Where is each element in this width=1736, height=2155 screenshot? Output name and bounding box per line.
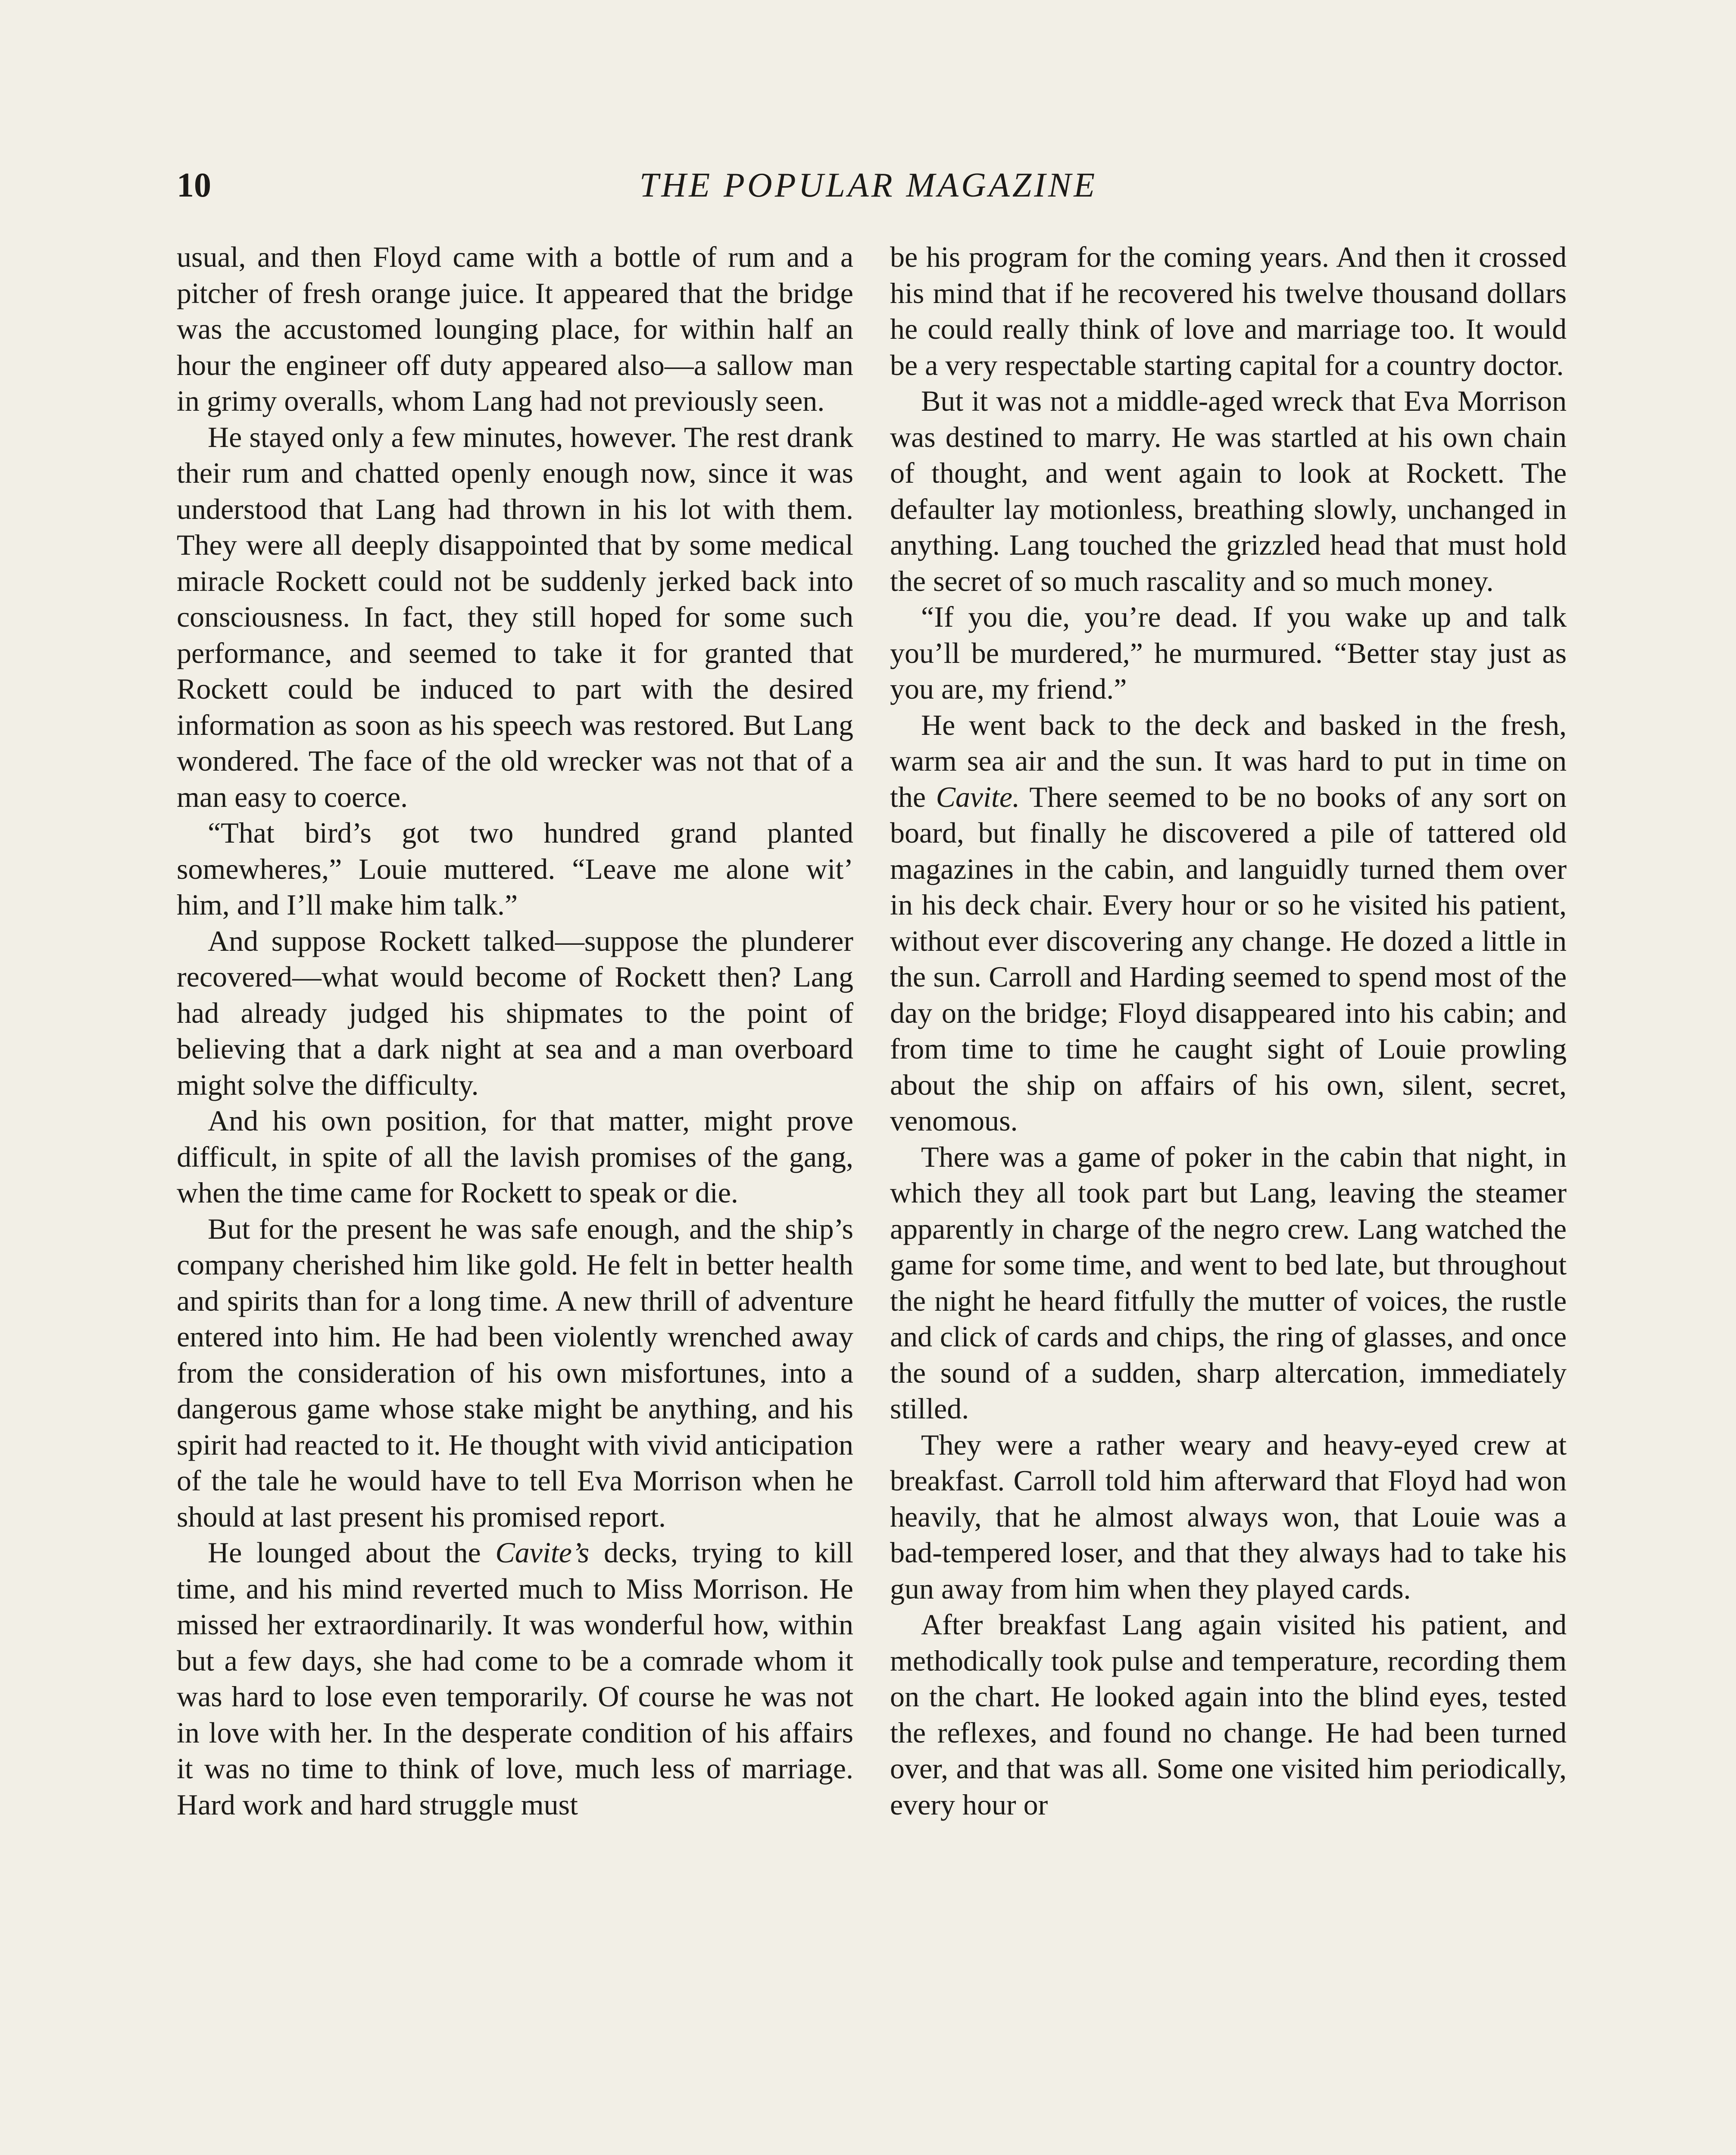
- paragraph-text: There seemed to be no books of any sort on board, but finally he discovered a pile of tattered old magazines in the cabin, and languidly turned them over in his deck chair. Every hour or so he visited his patient, without ever discovering any change. He dozed a little in the sun. Carroll and Harding seemed to spend most of the day on the bridge; Floyd disappeared into his cabin; and from time to time he caught sight of Louie prowling about the ship on affairs of his own, silent, secret, venomous.: [890, 780, 1567, 1137]
- ship-name: Cavite’s: [495, 1536, 590, 1569]
- left-column: [177, 239, 853, 1823]
- paragraph: usual, and then Floyd came with a bottle of rum and a pitcher of fresh orange juice. It appeared that the bridge was the accustomed lounging place, for within half an hour the engineer off duty appeared also—a sallow man in grimy overalls, whom Lang had not previously seen.: [177, 240, 853, 417]
- paragraph-text: He lounged about the: [208, 1536, 496, 1569]
- paragraph: And suppose Rockett talked—suppose the plunderer recovered—what would become of Rockett then? Lang had already judged his shipmates to the point of believing that a dark night at sea and a man overboard might solve the difficulty.: [177, 924, 853, 1101]
- paragraph: [177, 1535, 853, 1823]
- paragraph: “If you die, you’re dead. If you wake up and talk you’ll be murdered,” he murmured. “Better stay just as you are, my friend.”: [890, 600, 1567, 705]
- paragraph: They were a rather weary and heavy-eyed crew at breakfast. Carroll told him afterward that Floyd had won heavily, that he almost always won, that Louie was a bad-tempered loser, and that they always had to take his gun away from him when they played cards.: [890, 1428, 1567, 1605]
- ship-name: Cavite.: [936, 780, 1020, 813]
- right-column: [890, 239, 1567, 1823]
- paragraph: “That bird’s got two hundred grand planted somewheres,” Louie muttered. “Leave me alone wit’ him, and I’ll make him talk.”: [177, 816, 853, 921]
- paragraph: He stayed only a few minutes, however. The rest drank their rum and chatted openly enough now, since it was understood that Lang had thrown in his lot with them. They were all deeply disappointed that by some medical miracle Rockett could not be suddenly jerked back into consciousness. In fact, they still hoped for some such performance, and seemed to take it for granted that Rockett could be induced to part with the desired information as soon as his speech was restored. But Lang wondered. The face of the old wrecker was not that of a man easy to coerce.: [177, 420, 853, 813]
- running-title: THE POPULAR MAGAZINE: [639, 166, 1098, 204]
- paragraph: But it was not a middle-aged wreck that Eva Morrison was destined to marry. He was startled at his own chain of thought, and went again to look at Rockett. The defaulter lay motionless, breathing slowly, unchanged in anything. Lang touched the grizzled head that must hold the secret of so much rascality and so much money.: [890, 384, 1567, 597]
- paragraph: And his own position, for that matter, might prove difficult, in spite of all the lavish promises of the gang, when the time came for Rockett to speak or die.: [177, 1104, 853, 1209]
- paragraph: But for the present he was safe enough, and the ship’s company cherished him like gold. He felt in better health and spirits than for a long time. A new thrill of adventure entered into him. He had been violently wrenched away from the consideration of his own misfortunes, into a dangerous game whose stake might be anything, and his spirit had reacted to it. He thought with vivid anticipation of the tale he would have to tell Eva Morrison when he should at last present his promised report.: [177, 1212, 853, 1533]
- paragraph-text: He went back to the deck and basked in the fresh, warm sea air and the sun. It was hard to put in time on the: [890, 708, 1567, 813]
- paragraph: be his program for the coming years. And then it crossed his mind that if he recovered his twelve thousand dollars he could really think of love and marriage too. It would be a very respectable starting capital for a country doctor.: [890, 240, 1567, 381]
- paragraph: After breakfast Lang again visited his patient, and methodically took pulse and temperature, recording them on the chart. He looked again into the blind eyes, tested the reflexes, and found no change. He had been turned over, and that was all. Some one visited him periodically, every hour or: [890, 1608, 1567, 1821]
- paragraph: There was a game of poker in the cabin that night, in which they all took part but Lang, leaving the steamer apparently in charge of the negro crew. Lang watched the game for some time, and went to bed late, but throughout the night he heard fitfully the mutter of voices, the rustle and click of cards and chips, the ring of glasses, and once the sound of a sudden, sharp altercation, immediately stilled.: [890, 1140, 1567, 1425]
- page-header: [177, 166, 1560, 213]
- page-number: 10: [177, 166, 211, 204]
- paragraph: [890, 707, 1567, 1139]
- paragraph-text: decks, trying to kill time, and his mind reverted much to Miss Morrison. He missed her extraordinarily. It was wonderful how, within but a few days, she had come to be a comrade whom it was hard to lose even temporarily. Of course he was not in love with her. In the desperate condition of his affairs it was no time to think of love, much less of marriage. Hard work and hard struggle must: [177, 1536, 854, 1821]
